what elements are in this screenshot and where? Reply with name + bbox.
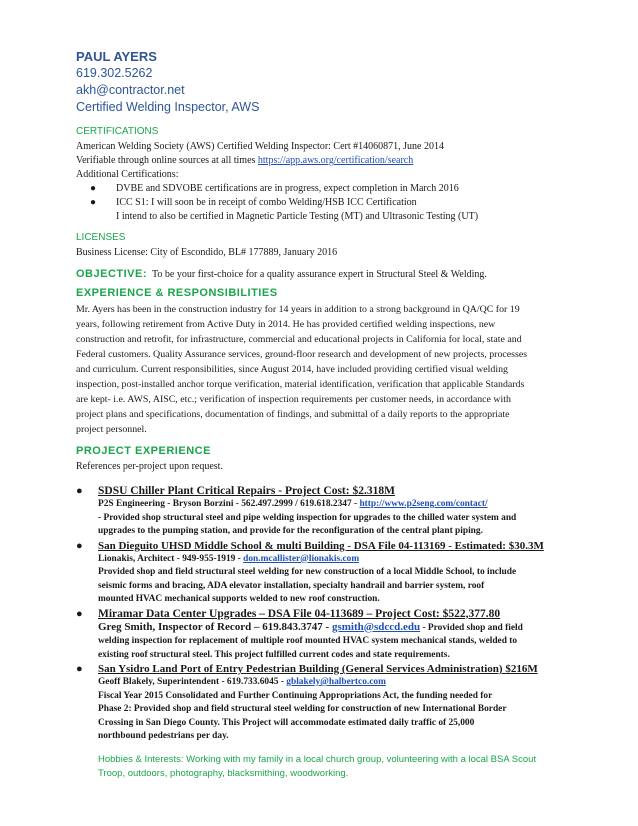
project-desc-line: upgrades to the pumping station, and provide for the reconfiguration of the central plant piping. bbox=[98, 526, 483, 536]
license-line: Business License: City of Escondido, BL# 177889, January 2016 bbox=[76, 247, 338, 258]
project-contact bbox=[98, 676, 564, 690]
project-desc-line: northbound pedestrians per day. bbox=[98, 731, 229, 741]
project-title: SDSU Chiller Plant Critical Repairs - Project Cost: $2.318M bbox=[98, 485, 395, 497]
references-note: References per-project upon request. bbox=[76, 461, 223, 472]
experience-heading: EXPERIENCE & RESPONSIBILITIES bbox=[76, 287, 278, 299]
project-desc-line: existing roof structural steel. This project fulfilled current codes and state requirements. bbox=[98, 649, 450, 660]
cert-bullet-text: DVBE and SDVOBE certifications are in progress, expect completion in March 2016 bbox=[116, 183, 459, 194]
project-list bbox=[76, 484, 564, 744]
professional-title: Certified Welding Inspector, AWS bbox=[76, 100, 260, 114]
project-desc-line: mounted HVAC mechanical supports welded to new roof construction. bbox=[98, 594, 380, 604]
cert-additional-label: Additional Certifications: bbox=[76, 169, 179, 180]
project-contact bbox=[98, 621, 564, 636]
bullet-icon: ● bbox=[90, 197, 97, 208]
project-title: San Ysidro Land Port of Entry Pedestrian Building (General Services Administration) $216M bbox=[98, 663, 538, 675]
hobbies-line: Troop, outdoors, photography, blacksmithing, woodworking. bbox=[98, 767, 349, 779]
project-desc-line: welding inspection for replacement of multiple roof mounted HVAC system mechanical stands, welded to bbox=[98, 636, 518, 646]
objective-heading: OBJECTIVE: bbox=[76, 268, 148, 280]
project-contact-link[interactable]: don.mcallister@lionakis.com bbox=[243, 553, 360, 564]
project-desc-line: Crossing in San Diego County. This Project will accommodate estimated daily traffic of 25,000 bbox=[98, 717, 475, 728]
bullet-icon: ● bbox=[76, 607, 83, 620]
candidate-name: PAUL AYERS bbox=[76, 49, 157, 64]
bullet-icon: ● bbox=[90, 183, 97, 194]
text-line: construction and retrofit, for infrastructure, commercial and educational projects in California for local, state and bbox=[76, 334, 522, 345]
project-contact-text: P2S Engineering - Bryson Borzini - 562.497.2999 / 619.618.2347 - bbox=[98, 499, 360, 509]
certifications-heading: CERTIFICATIONS bbox=[76, 126, 159, 137]
text-line: are kept- i.e. AWS, AISC, etc.; verification of inspection requirements per customer needs, in accordance with bbox=[76, 394, 511, 405]
project-contact-text: Greg Smith, Inspector of Record – 619.843.3747 - bbox=[98, 620, 332, 633]
project-contact-link[interactable]: http://www.p2seng.com/contact/ bbox=[359, 499, 488, 509]
project-desc-line: Fiscal Year 2015 Consolidated and Further Continuing Appropriations Act, the funding needed for bbox=[98, 690, 493, 701]
project-desc-line: - Provided shop structural steel and pipe welding inspection for upgrades to the chilled water system and bbox=[98, 512, 517, 523]
list-item bbox=[76, 182, 564, 196]
cert-verify-line bbox=[76, 154, 564, 168]
cert-aws-line: American Welding Society (AWS) Certified Welding Inspector: Cert #14060871, June 2014 bbox=[76, 141, 444, 152]
text-line: and curriculum. Current responsibilities, since August 2014, have included providing certified visual welding bbox=[76, 364, 508, 375]
experience-paragraph bbox=[76, 302, 564, 437]
project-contact-link[interactable]: gsmith@sdccd.edu bbox=[331, 620, 421, 633]
text-line: project personnel. bbox=[76, 424, 147, 435]
cert-sub-line: I intend to also be certified in Magnetic Particle Testing (MT) and Ultrasonic Testing (UT) bbox=[116, 211, 479, 222]
project-item bbox=[76, 662, 564, 744]
project-item bbox=[76, 539, 564, 607]
hobbies-line: Hobbies & Interests: Working with my family in a local church group, volunteering with a local BSA Scout bbox=[98, 753, 537, 765]
project-item bbox=[76, 607, 564, 663]
cert-bullet-text: ICC S1: I will soon be in receipt of combo Welding/HSB ICC Certification bbox=[116, 197, 417, 208]
project-contact-suffix: - Provided shop and field bbox=[420, 622, 523, 633]
text-line: years, following retirement from Active Duty in 2014. He has provided certified welding inspections, new bbox=[76, 319, 496, 330]
project-contact bbox=[98, 498, 564, 512]
project-experience-heading: PROJECT EXPERIENCE bbox=[76, 445, 211, 457]
project-title: San Dieguito UHSD Middle School & multi Building - DSA File 04-113169 - Estimated: $30.3M bbox=[98, 539, 544, 552]
text-line: inspection, post-installed anchor torque verification, material identification, verification that applicable Standards bbox=[76, 379, 525, 390]
licenses-heading: LICENSES bbox=[76, 232, 126, 243]
phone-number: 619.302.5262 bbox=[76, 66, 153, 80]
project-contact bbox=[98, 553, 564, 567]
text-line: project plans and specifications, documentation of findings, and submittal of a daily reports to the appropriate bbox=[76, 409, 510, 420]
project-contact-text: Lionakis, Architect - 949-955-1919 - bbox=[98, 553, 244, 564]
project-item bbox=[76, 484, 564, 539]
project-desc-line: Phase 2: Provided shop and field structural steel welding for construction of new International Border bbox=[98, 704, 507, 714]
cert-verify-link[interactable]: https://app.aws.org/certification/search bbox=[257, 155, 414, 166]
bullet-icon: ● bbox=[76, 663, 83, 675]
cert-verify-text: Verifiable through online sources at all times bbox=[76, 155, 258, 166]
email-address: akh@contractor.net bbox=[76, 83, 185, 97]
project-title: Miramar Data Center Upgrades – DSA File 04-113689 – Project Cost: $522,377.80 bbox=[98, 607, 501, 620]
project-desc-line: Provided shop and field structural steel welding for new construction of a local Middle School, to include bbox=[98, 567, 517, 577]
bullet-icon: ● bbox=[76, 539, 83, 552]
objective-line bbox=[76, 267, 564, 282]
project-desc-line: seismic forms and bracing, ADA elevator installation, specialty handrail and barrier system, roof bbox=[98, 580, 485, 591]
text-line: Mr. Ayers has been in the construction industry for 14 years in addition to a strong background in QA/QC for 19 bbox=[76, 304, 520, 315]
bullet-icon: ● bbox=[76, 485, 83, 497]
list-item bbox=[76, 196, 564, 210]
objective-text: To be your first-choice for a quality assurance expert in Structural Steel & Welding. bbox=[152, 269, 487, 280]
project-contact-link[interactable]: gblakely@halbertco.com bbox=[286, 677, 386, 687]
resume-page bbox=[76, 48, 564, 781]
hobbies-section bbox=[76, 753, 564, 781]
text-line: Federal customers. Quality Assurance services, ground-floor research and development of new projects, processes bbox=[76, 349, 528, 360]
project-contact-text: Geoff Blakely, Superintendent - 619.733.6045 - bbox=[98, 677, 287, 687]
